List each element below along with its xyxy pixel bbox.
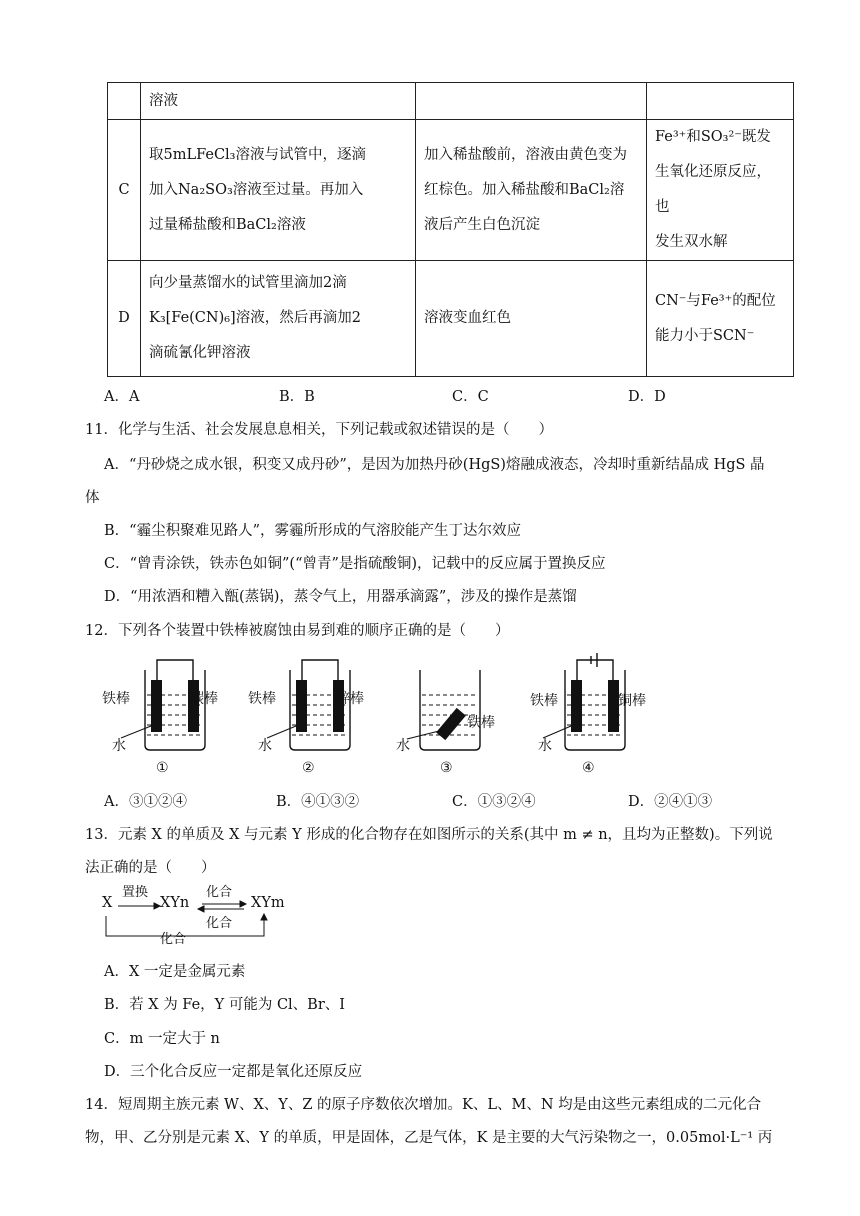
option-c: C．C	[452, 389, 489, 405]
table-cell: 溶液	[141, 83, 416, 120]
q13-stem-cont: 法正确的是（ ）	[85, 860, 216, 876]
q11-stem: 11．化学与生活、社会发展息息相关，下列记载或叙述错误的是（ ）	[85, 422, 553, 438]
q11-option-c: C．“曾青涂铁，铁赤色如铜”(“曾青”是指硫酸铜)，记载中的反应属于置换反应	[104, 556, 606, 572]
q14-line-2: 物，甲、乙分别是元素 X、Y 的单质，甲是固体，乙是气体，K 是主要的大气污染物之一，0.05mol·L⁻¹ 丙	[85, 1130, 773, 1146]
q12-option-a: A．③①②④	[104, 794, 187, 810]
label-water-4: 水	[538, 738, 552, 754]
q11-option-a-cont: 体	[85, 490, 100, 506]
experiment-table	[107, 82, 794, 377]
table-cell: 向少量蒸馏水的试管里滴加2滴 K₃[Fe(CN)₆]溶液，然后再滴加2 滴硫氰化钾溶液	[141, 261, 416, 377]
label-water-3: 水	[396, 738, 410, 754]
q13-option-d: D．三个化合反应一定都是氧化还原反应	[104, 1064, 363, 1080]
table-row	[108, 83, 794, 120]
table-cell: Fe³⁺和SO₃²⁻既发 生氧化还原反应，也 发生双水解	[647, 120, 794, 261]
label-n4: ④	[582, 760, 595, 776]
q12-option-c: C．①③②④	[452, 794, 536, 810]
label-copper: 铜棒	[618, 693, 646, 709]
diagram-combine-top: 化合	[206, 885, 233, 900]
q12-stem: 12．下列各个装置中铁棒被腐蚀由易到难的顺序正确的是（ ）	[85, 623, 510, 639]
table-row	[108, 261, 794, 377]
q14-line-1: 14．短周期主族元素 W、X、Y、Z 的原子序数依次增加。K、L、M、N 均是由这些元素组成的二元化合	[85, 1097, 762, 1113]
diagram-xyn: XYn	[160, 895, 190, 911]
row-label: D	[108, 261, 141, 377]
label-water-1: 水	[112, 738, 126, 754]
diagram-xym: XYm	[251, 895, 285, 911]
table-cell: 溶液变血红色	[416, 261, 647, 377]
label-n1: ①	[156, 760, 169, 776]
label-water-2: 水	[258, 738, 272, 754]
q11-option-a: A．“丹砂烧之成水银，积变又成丹砂”，是因为加热丹砂(HgS)熔融成液态，冷却时重新结晶成 HgS 晶	[104, 457, 765, 473]
q12-option-d: D．②④①③	[628, 794, 713, 810]
q13-stem: 13．元素 X 的单质及 X 与元素 Y 形成的化合物存在如图所示的关系(其中 m ≠ n，且均为正整数)。下列说	[85, 827, 773, 843]
option-a: A．A	[104, 389, 140, 405]
q12-option-b: B．④①③②	[276, 794, 360, 810]
option-b: B．B	[279, 389, 315, 405]
label-fe-2: 铁棒	[248, 691, 276, 707]
q13-option-a: A．X 一定是金属元素	[104, 964, 246, 980]
label-fe-4: 铁棒	[530, 693, 558, 709]
label-fe-3: 铁棒	[467, 715, 495, 731]
electrode-diagrams	[95, 650, 665, 780]
label-zinc: 锌棒	[336, 691, 364, 707]
table-row	[108, 120, 794, 261]
diagram-x: X	[102, 895, 113, 911]
label-carbon: 碳棒	[190, 691, 218, 707]
option-d: D．D	[628, 389, 666, 405]
table-cell: 加入稀盐酸前，溶液由黄色变为 红棕色。加入稀盐酸和BaCl₂溶 液后产生白色沉淀	[416, 120, 647, 261]
q13-option-c: C．m 一定大于 n	[104, 1031, 220, 1047]
table-cell: CN⁻与Fe³⁺的配位 能力小于SCN⁻	[647, 261, 794, 377]
q11-option-b: B．“霾尘积聚难见路人”，雾霾所形成的气溶胶能产生丁达尔效应	[104, 523, 521, 539]
q13-option-b: B．若 X 为 Fe，Y 可能为 Cl、Br、I	[104, 997, 345, 1013]
table-cell: 取5mLFeCl₃溶液与试管中，逐滴 加入Na₂SO₃溶液至过量。再加入 过量稀盐酸和BaCl₂溶液	[141, 120, 416, 261]
diagram-combine-mid: 化合	[206, 916, 233, 931]
label-fe-1: 铁棒	[102, 691, 130, 707]
q11-option-d: D．“用浓酒和糟入甑(蒸锅)，蒸令气上，用器承滴露”，涉及的操作是蒸馏	[104, 589, 577, 605]
label-n3: ③	[440, 760, 453, 776]
diagram-combine-bottom: 化合	[160, 932, 187, 947]
label-n2: ②	[302, 760, 315, 776]
row-label: C	[108, 120, 141, 261]
diagram-replace-label: 置换	[122, 885, 149, 900]
